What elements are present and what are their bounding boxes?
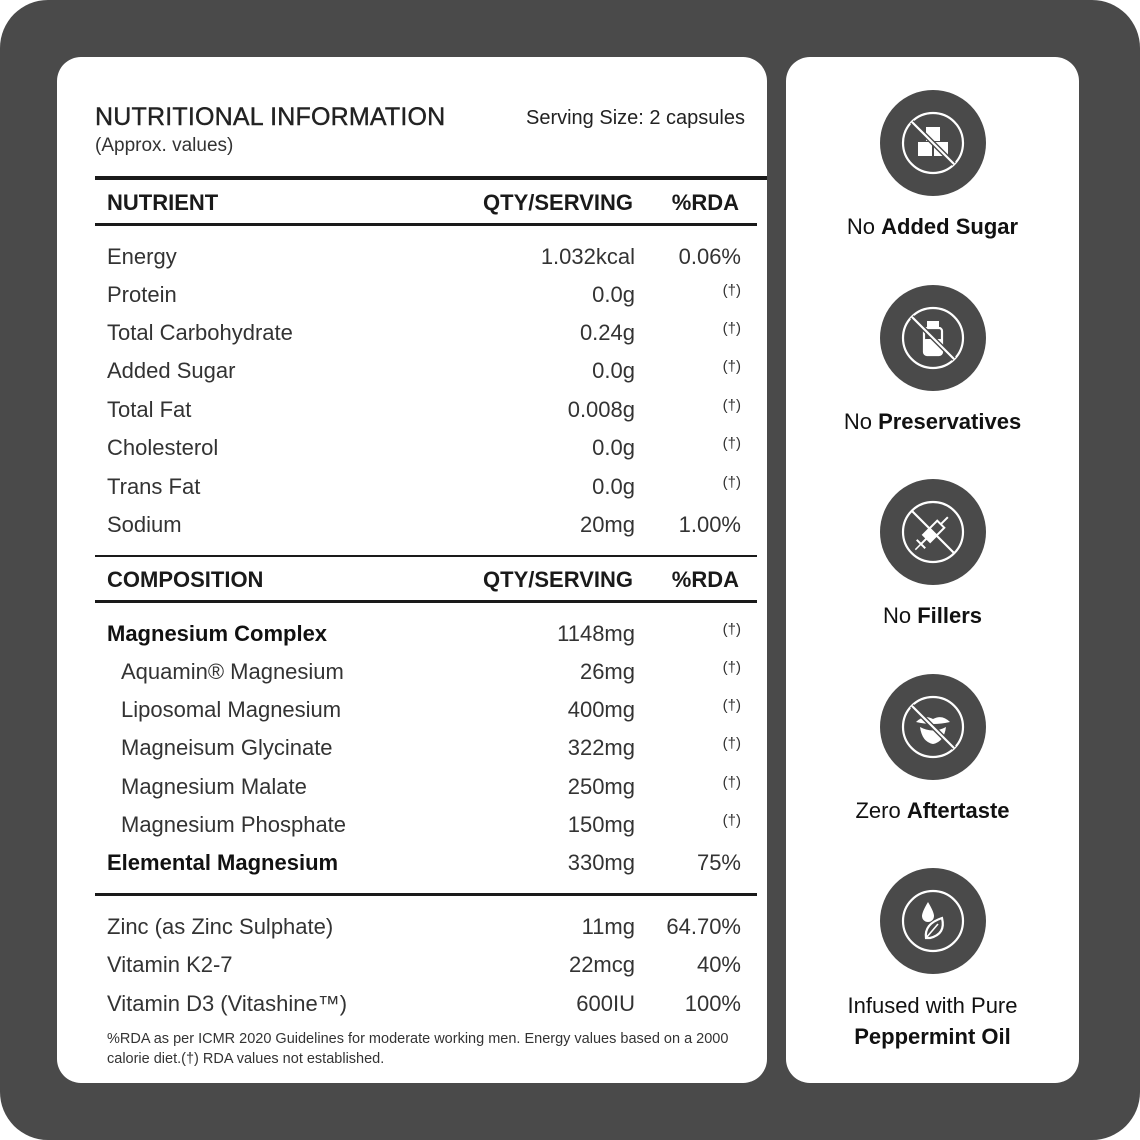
nutrient-rda: (†): [722, 358, 741, 375]
feature-label-no-added-sugar: [786, 211, 1079, 242]
nutrient-rda: (†): [722, 397, 741, 414]
table-row: [107, 512, 741, 544]
composition-name: Magnesium Phosphate: [121, 812, 347, 837]
table-row: [107, 474, 741, 506]
nutrient-qty: 0.0g: [592, 474, 635, 499]
composition-qty: 26mg: [579, 659, 635, 684]
composition-qty: 330mg: [567, 850, 635, 875]
rda-col-header: %RDA: [671, 190, 739, 215]
table-row: [107, 244, 741, 276]
table-row: [107, 320, 741, 352]
extra-qty: 11mg: [581, 914, 635, 939]
nutrition-panel: [57, 57, 767, 1083]
composition-rda: 75%: [696, 850, 741, 875]
feature-label-peppermint-oil: [786, 990, 1079, 1052]
nutrient-rda: (†): [722, 282, 741, 299]
no-syringe-icon: [880, 479, 986, 585]
table-row: [107, 358, 741, 390]
feature-bold: Peppermint Oil: [854, 1024, 1011, 1049]
table-row: [107, 621, 741, 653]
composition-name: Elemental Magnesium: [107, 850, 339, 875]
extra-qty: 600IU: [576, 991, 635, 1016]
table-row: [107, 774, 741, 806]
qty-col-header: QTY/SERVING: [483, 190, 633, 215]
nutrient-name: Protein: [107, 282, 177, 307]
composition-qty: 150mg: [567, 812, 635, 837]
extra-rda: 40%: [696, 952, 741, 977]
composition-rda: (†): [722, 697, 741, 714]
composition-qty: 1148mg: [557, 621, 635, 646]
feature-prefix: No: [846, 214, 882, 239]
qty-col-header: QTY/SERVING: [483, 567, 633, 592]
nutrient-name: Energy: [107, 244, 177, 269]
feature-bold: Fillers: [917, 603, 983, 628]
composition-rda: (†): [722, 621, 741, 638]
footnote: %RDA as per ICMR 2020 Guidelines for moderate working men. Energy values based on a 2000 calorie diet.(†) RDA values not established.: [107, 1031, 729, 1067]
nutrient-qty: 0.0g: [592, 282, 635, 307]
serving-size: Serving Size: 2 capsules: [525, 107, 745, 129]
nutrient-rda: 0.06%: [678, 244, 741, 269]
feature-bold: Aftertaste: [906, 798, 1010, 823]
nutrient-qty: 1.032kcal: [540, 244, 635, 269]
feature-label-no-fillers: [786, 600, 1079, 631]
table-row: [107, 397, 741, 429]
feature-label-no-preservatives: [786, 406, 1079, 437]
nutrient-rda: (†): [722, 435, 741, 452]
feature-bold: Preservatives: [878, 409, 1022, 434]
nutrient-name: Total Fat: [107, 397, 192, 422]
composition-qty: 400mg: [567, 697, 635, 722]
nutrient-rda: (†): [722, 474, 741, 491]
top-rule: [95, 176, 767, 180]
nutrient-name: Trans Fat: [107, 474, 201, 499]
composition-col-header: COMPOSITION: [107, 567, 264, 592]
no-preservative-bottle-icon: [880, 285, 986, 391]
section-rule: [95, 555, 757, 557]
nutrient-qty: 20mg: [579, 512, 635, 537]
table-row: [107, 735, 741, 767]
feature-prefix: Zero: [855, 798, 907, 823]
table-row: [107, 952, 741, 984]
nutrient-rda: (†): [722, 320, 741, 337]
nutrient-name: Sodium: [107, 512, 182, 537]
features-panel: [786, 57, 1079, 1083]
nutrient-qty: 0.0g: [592, 435, 635, 460]
extra-rda: 100%: [684, 991, 741, 1016]
extra-name: Vitamin K2-7: [107, 952, 233, 977]
header-rule: [95, 223, 757, 226]
extra-qty: 22mcg: [568, 952, 635, 977]
extra-name: Zinc (as Zinc Sulphate): [107, 914, 334, 939]
page-title: NUTRITIONAL INFORMATION: [95, 103, 446, 131]
nutrient-qty: 0.008g: [567, 397, 635, 422]
table-row: [107, 991, 741, 1023]
header-rule: [95, 600, 757, 603]
no-sugar-cubes-icon: [880, 90, 986, 196]
composition-rda: (†): [722, 774, 741, 791]
composition-rda: (†): [722, 812, 741, 829]
table-row: [107, 697, 741, 729]
composition-qty: 250mg: [567, 774, 635, 799]
no-aftertaste-mouth-icon: [880, 674, 986, 780]
peppermint-drop-leaf-icon: [880, 868, 986, 974]
feature-prefix: No: [843, 409, 879, 434]
table-row: [107, 850, 741, 882]
nutrient-name: Added Sugar: [107, 358, 236, 383]
nutrient-col-header: NUTRIENT: [107, 190, 219, 215]
composition-name: Liposomal Magnesium: [121, 697, 342, 722]
composition-rda: (†): [722, 735, 741, 752]
composition-name: Magneisum Glycinate: [121, 735, 333, 760]
feature-prefix: No: [882, 603, 918, 628]
composition-qty: 322mg: [567, 735, 635, 760]
extra-rda: 64.70%: [666, 914, 741, 939]
composition-name: Magnesium Complex: [107, 621, 328, 646]
nutrient-qty: 0.24g: [579, 320, 635, 345]
table-row: [107, 812, 741, 844]
table-row: [107, 435, 741, 467]
feature-prefix: Infused with Pure: [847, 993, 1018, 1018]
table-row: [107, 659, 741, 691]
table-row: [107, 914, 741, 946]
nutrient-rda: 1.00%: [678, 512, 741, 537]
feature-bold: Added Sugar: [881, 214, 1019, 239]
composition-name: Aquamin® Magnesium: [121, 659, 344, 684]
rda-col-header: %RDA: [671, 567, 739, 592]
nutrient-qty: 0.0g: [592, 358, 635, 383]
composition-rda: (†): [722, 659, 741, 676]
table-row: [107, 282, 741, 314]
composition-name: Magnesium Malate: [121, 774, 307, 799]
section-rule: [95, 893, 757, 896]
nutrient-name: Total Carbohydrate: [107, 320, 293, 345]
subtitle: (Approx. values): [95, 135, 234, 156]
feature-label-zero-aftertaste: [786, 795, 1079, 826]
extra-name: Vitamin D3 (Vitashine™): [107, 991, 348, 1016]
nutrient-name: Cholesterol: [107, 435, 219, 460]
